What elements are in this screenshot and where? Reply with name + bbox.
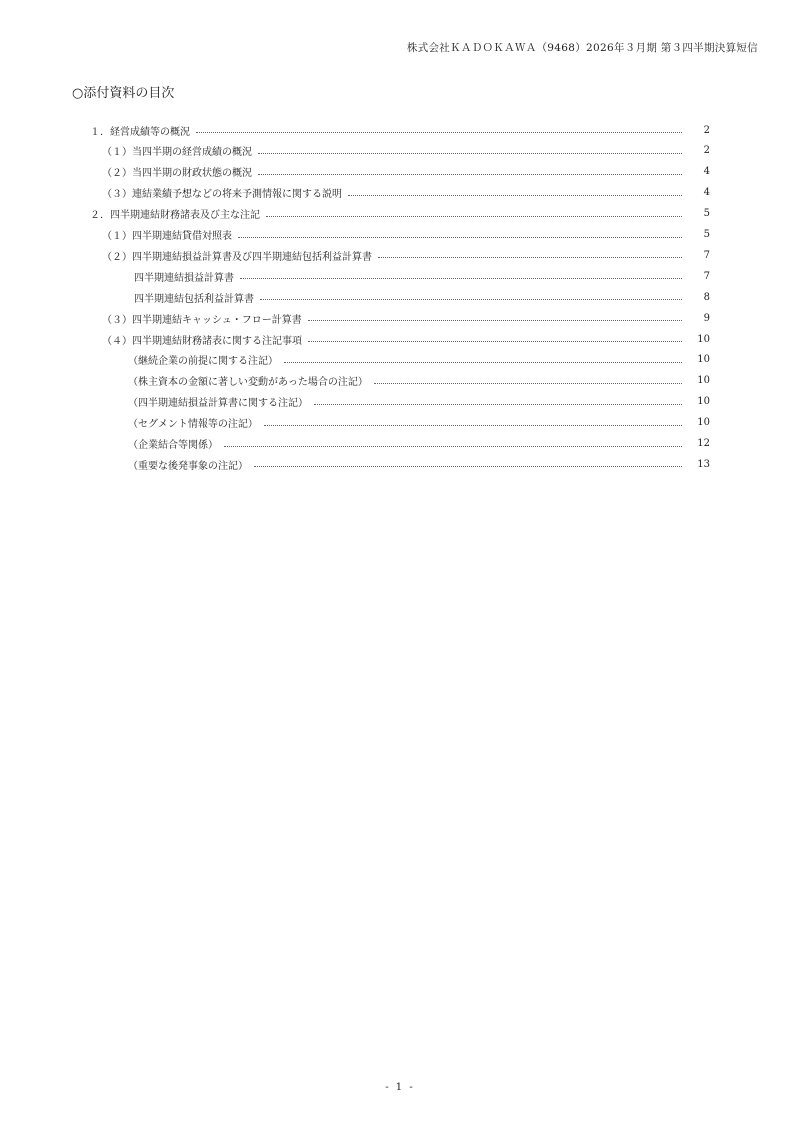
toc-entry-page: 12	[697, 438, 710, 449]
toc-entry-page: 10	[697, 396, 710, 408]
toc-entry	[102, 183, 710, 203]
toc-entry-label: （３）四半期連結キャッシュ・フロー計算書	[102, 314, 302, 326]
toc-entry-page: 8	[703, 291, 710, 303]
toc-entry-label: （４）四半期連結財務諸表に関する注記事項	[102, 335, 302, 347]
toc-entry-label: （２）当四半期の財政状態の概況	[102, 168, 252, 180]
toc-entry-page: 13	[697, 458, 710, 470]
toc-entry	[102, 308, 710, 328]
toc-entry-label: （株主資本の金額に著しい変動があった場合の注記）	[128, 377, 368, 389]
toc-entry-label: 四半期連結包括利益計算書	[134, 293, 254, 305]
toc-entry-label: （四半期連結損益計算書に関する注記）	[128, 398, 308, 410]
toc-leader-dots	[224, 445, 682, 447]
toc-leader-dots	[374, 382, 682, 384]
toc-leader-dots	[266, 215, 682, 217]
toc-leader-dots	[264, 424, 682, 426]
toc-entry-page: 10	[697, 354, 710, 366]
toc-entry	[102, 329, 710, 349]
toc-entry	[128, 350, 710, 370]
toc-entry-label: （２）四半期連結損益計算書及び四半期連結包括利益計算書	[102, 251, 372, 263]
toc-leader-dots	[308, 340, 682, 342]
toc-entry-label: （３）連結業績予想などの将来予測情報に関する説明	[102, 189, 342, 201]
toc-entry	[102, 245, 710, 265]
toc-entry-page: 7	[703, 270, 710, 282]
toc-entry	[128, 413, 710, 433]
toc-entry	[128, 392, 710, 412]
toc-entry-page: 4	[703, 187, 710, 199]
toc-entry-label: （１）当四半期の経営成績の概況	[102, 147, 252, 159]
toc-leader-dots	[254, 465, 682, 467]
toc-leader-dots	[314, 403, 682, 405]
toc-leader-dots	[260, 298, 682, 300]
toc-leader-dots	[258, 152, 682, 154]
toc-entry	[134, 266, 710, 286]
toc-entry	[90, 204, 710, 224]
toc-entry	[128, 454, 710, 474]
toc-entry-page: 5	[703, 208, 710, 220]
toc-entry	[134, 287, 710, 307]
toc-entry-page: 7	[703, 249, 710, 261]
toc-entry-page: 10	[697, 375, 710, 387]
toc-entry-label: １．経営成績等の概況	[90, 126, 190, 138]
toc-entry-label: 四半期連結損益計算書	[134, 272, 234, 284]
toc-entry	[102, 225, 710, 245]
toc-entry-label: （１）四半期連結貸借対照表	[102, 231, 232, 242]
toc-entry-page: 5	[703, 229, 710, 240]
toc-leader-dots	[308, 319, 682, 321]
toc-entry	[90, 120, 710, 140]
toc-entry-label: （企業結合等関係）	[128, 440, 218, 451]
toc-entry	[102, 162, 710, 182]
toc-entry-page: 10	[697, 417, 710, 429]
toc-entry-page: 10	[697, 333, 710, 345]
toc-entry	[102, 141, 710, 161]
toc-entry-page: 9	[703, 312, 710, 324]
toc-entry-page: 2	[703, 124, 710, 136]
toc-entry-page: 4	[703, 166, 710, 178]
toc-leader-dots	[238, 236, 682, 238]
toc-entry	[128, 371, 710, 391]
toc-leader-dots	[196, 131, 682, 133]
toc-entry-label: （セグメント情報等の注記）	[128, 419, 258, 431]
toc-entry-label: ２．四半期連結財務諸表及び主な注記	[90, 210, 260, 222]
toc-leader-dots	[240, 277, 682, 279]
toc-leader-dots	[378, 256, 682, 258]
toc-leader-dots	[258, 173, 682, 175]
toc-entry-label: （継続企業の前提に関する注記）	[128, 356, 278, 368]
toc-entry-page: 2	[703, 145, 710, 157]
document-header: 株式会社ＫＡＤＯＫＡＷＡ（9468）2026年３月期 第３四半期決算短信	[406, 42, 758, 54]
toc-entry	[128, 434, 710, 454]
toc-leader-dots	[284, 361, 682, 363]
toc-title: ○添付資料の目次	[72, 86, 175, 101]
toc-entry-label: （重要な後発事象の注記）	[128, 460, 248, 472]
page-number: - 1 -	[385, 1082, 415, 1093]
toc-leader-dots	[348, 194, 682, 196]
